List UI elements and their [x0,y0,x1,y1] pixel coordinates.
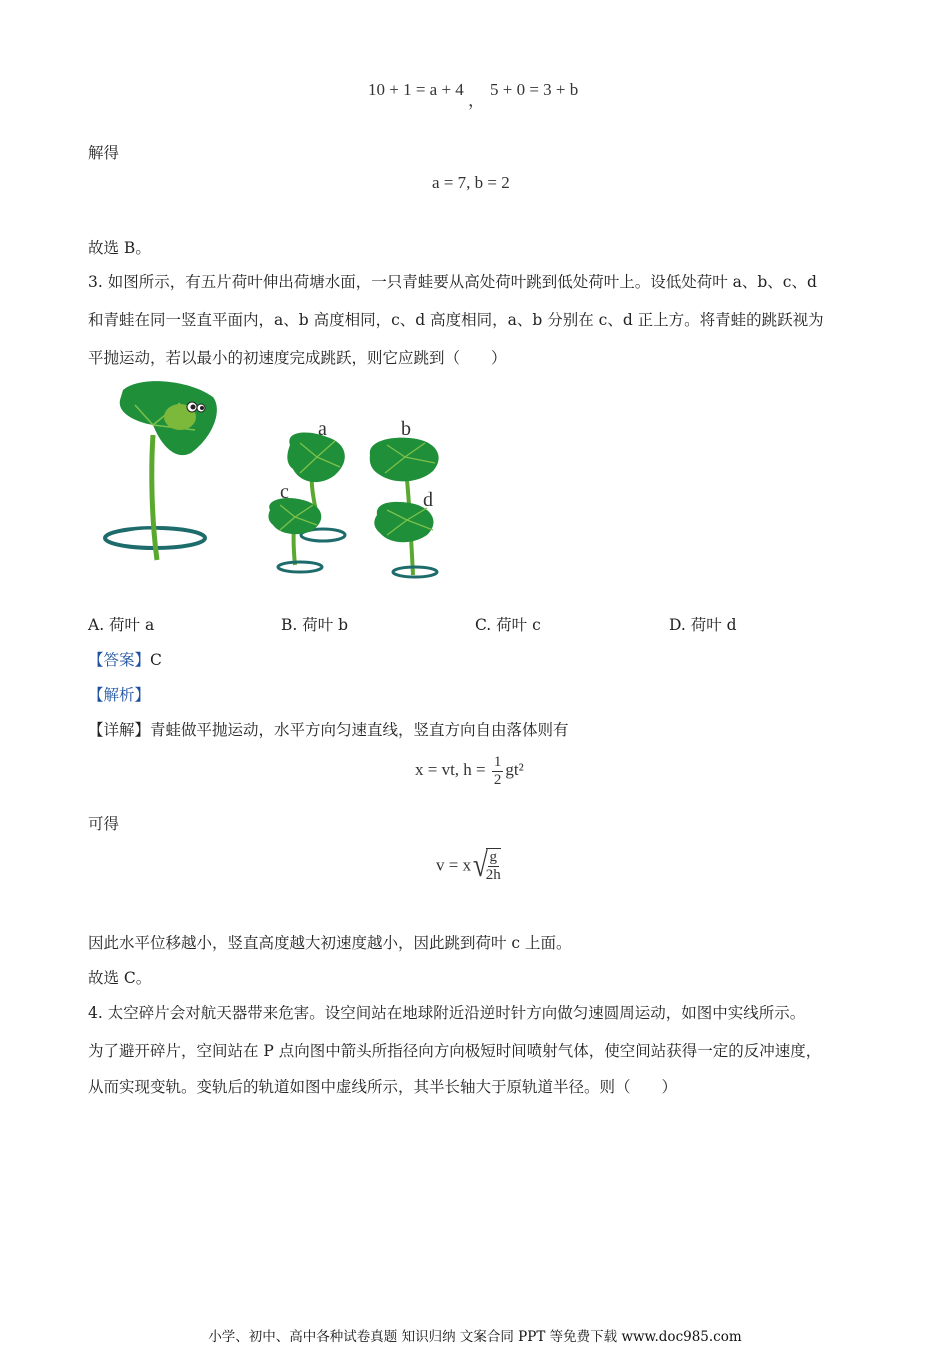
option-d: D. 荷叶 d [669,616,737,634]
label-d: d [423,489,433,511]
equation-1 [415,754,524,788]
q4-line-2: 为了避开碎片，空间站在 P 点向图中箭头所指径向方向极短时间喷射气体，使空间站获得一定的反冲速度， [88,1042,822,1060]
eq1-den: 2 [493,771,502,788]
analysis-tag: 【解析】 [88,686,151,704]
label-b: b [401,418,411,440]
final-answer: 故选 C。 [88,969,152,987]
equation-separator: ， [468,91,485,110]
eq2-left: v = x [436,855,472,875]
q3-line-2: 和青蛙在同一竖直平面内，a、b 高度相同，c、d 高度相同，a、b 分别在 c、d 正上方。将青蛙的跳跃视为 [88,311,824,329]
option-c: C. 荷叶 c [475,616,541,634]
q4-line-1: 4. 太空碎片会对航天器带来危害。设空间站在地球附近沿逆时针方向做匀速圆周运动，如图中实线所示。 [88,1004,806,1022]
option-a: A. 荷叶 a [88,616,155,634]
conclusion: 因此水平位移越小，竖直高度越大初速度越小，因此跳到荷叶 c 上面。 [88,934,572,952]
q3-line-3: 平抛运动，若以最小的初速度完成跳跃，则它应跳到（ ） [88,349,507,367]
eq2-num: g [489,849,498,865]
detail-text: 青蛙做平抛运动，水平方向匀速直线，竖直方向自由落体则有 [150,721,569,739]
keyide-label: 可得 [88,815,120,833]
option-b: B. 荷叶 b [281,616,349,634]
detail-line [88,718,569,740]
answer-line [88,648,162,670]
previous-answer: 故选 B。 [88,239,151,257]
eq1-num: 1 [493,754,502,770]
equation-2 [436,848,503,883]
detail-tag: 【详解】 [88,721,151,739]
q4-line-3: 从而实现变轨。变轨后的轨道如图中虚线所示，其半长轴大于原轨道半径。则（ ） [88,1078,678,1096]
equation-top-right: 5 + 0 = 3 + b [490,80,579,99]
solve-result: a = 7, b = 2 [432,173,510,192]
page-footer: 小学、初中、高中各种试卷真题 知识归纳 文案合同 PPT 等免费下载 www.doc985.com [208,1329,742,1345]
eq1-left: x = vt, h = [415,759,486,779]
eq2-den: 2h [485,866,501,883]
lily-pad-figure [95,375,475,585]
eq1-fraction [492,754,504,788]
eq1-right: gt² [505,759,524,779]
answer-tag: 【答案】 [88,651,151,669]
label-a: a [318,418,327,440]
solve-label: 解得 [88,144,120,162]
sqrt-sign: √ [472,846,488,884]
answer-value: C [150,651,162,669]
equation-top-left: 10 + 1 = a + 4 [368,80,464,99]
label-c: c [280,481,289,503]
q3-line-1: 3. 如图所示，有五片荷叶伸出荷塘水面，一只青蛙要从高处荷叶跳到低处荷叶上。设低处荷叶 a、b、c、d [88,273,817,291]
